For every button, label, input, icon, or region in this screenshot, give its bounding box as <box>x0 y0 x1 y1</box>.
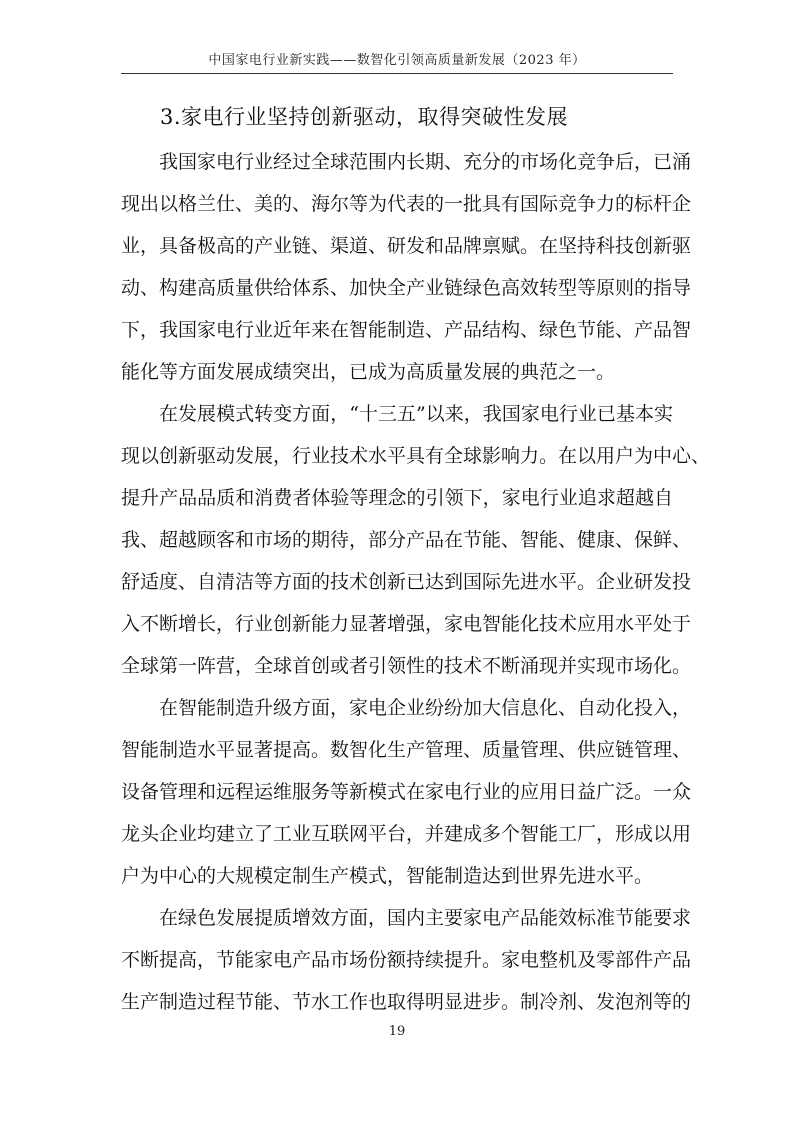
text-line: 舒适度、自清洁等方面的技术创新已达到国际先进水平。企业研发投 <box>121 571 692 593</box>
text-line: 生产制造过程节能、节水工作也取得明显进步。制冷剂、发泡剂等的 <box>121 991 692 1013</box>
text-line: 动、构建高质量供给体系、加快全产业链绿色高效转型等原则的指导 <box>121 277 692 299</box>
text-line: 我、超越顾客和市场的期待，部分产品在节能、智能、健康、保鲜、 <box>121 529 692 551</box>
text-line: 入不断增长，行业创新能力显著增强，家电智能化技术应用水平处于 <box>121 613 692 635</box>
text-line: 龙头企业均建立了工业互联网平台，并建成多个智能工厂，形成以用 <box>121 823 692 845</box>
text-line: 智能制造水平显著提高。数智化生产管理、质量管理、供应链管理、 <box>121 739 692 761</box>
text-line: 在智能制造升级方面，家电企业纷纷加大信息化、自动化投入， <box>159 697 692 719</box>
text-line: 我国家电行业经过全球范围内长期、充分的市场化竞争后，已涌 <box>159 151 692 173</box>
page-number: 19 <box>388 1024 406 1039</box>
text-line: 户为中心的大规模定制生产模式，智能制造达到世界先进水平。 <box>121 865 654 887</box>
section-title: 3.家电行业坚持创新驱动，取得突破性发展 <box>160 105 569 129</box>
text-line: 现出以格兰仕、美的、海尔等为代表的一批具有国际竞争力的标杆企 <box>121 193 692 215</box>
text-line: 下，我国家电行业近年来在智能制造、产品结构、绿色节能、产品智 <box>121 319 692 341</box>
text-line: 全球第一阵营，全球首创或者引领性的技术不断涌现并实现市场化。 <box>121 655 692 677</box>
text-line: 提升产品品质和消费者体验等理念的引领下，家电行业追求超越自 <box>121 487 673 509</box>
text-line: 在发展模式转变方面，“十三五”以来，我国家电行业已基本实 <box>159 403 673 425</box>
text-line: 能化等方面发展成绩突出，已成为高质量发展的典范之一。 <box>121 361 616 383</box>
page-header: 中国家电行业新实践——数智化引领高质量新发展（2023 年） <box>208 53 586 68</box>
header-rule <box>121 73 673 74</box>
text-line: 设备管理和远程运维服务等新模式在家电行业的应用日益广泛。一众 <box>121 781 692 803</box>
text-line: 业，具备极高的产业链、渠道、研发和品牌禀赋。在坚持科技创新驱 <box>121 235 692 257</box>
text-line: 现以创新驱动发展，行业技术水平具有全球影响力。在以用户为中心、 <box>121 445 711 467</box>
text-line: 不断提高，节能家电产品市场份额持续提升。家电整机及零部件产品 <box>121 949 692 971</box>
text-line: 在绿色发展提质增效方面，国内主要家电产品能效标准节能要求 <box>159 907 692 929</box>
